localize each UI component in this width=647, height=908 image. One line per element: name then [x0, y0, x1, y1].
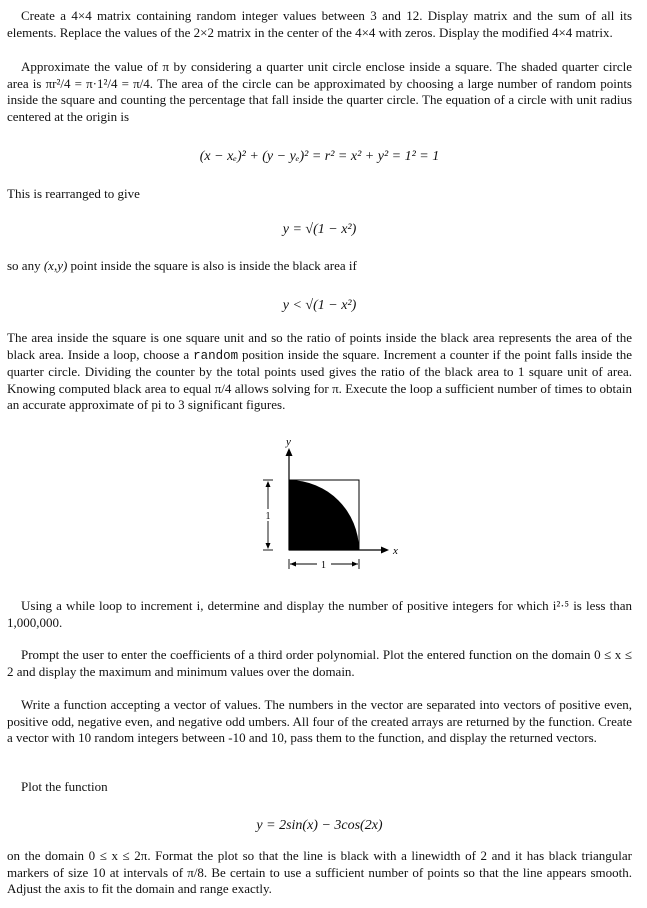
paragraph-while-loop	[7, 598, 632, 631]
paragraph-plot-format	[7, 848, 632, 898]
paragraph-vector-function	[7, 697, 632, 747]
paragraph-matrix-text: Create a 4×4 matrix containing random integer values between 3 and 12. Display matrix and the sum of all its elements. Replace the values of the 2×2 matrix in the center of the 4×4 with zeros. Display the modified 4×4 matrix.	[7, 8, 632, 40]
quarter-circle-figure	[247, 438, 407, 593]
bottom-dimension-arrow-left	[290, 562, 296, 567]
paragraph-polynomial-text: Prompt the user to enter the coefficients of a third order polynomial. Plot the entered function on the domain 0 ≤ x ≤ 2 and display the maximum and minimum values over the domain.	[7, 647, 632, 679]
area-loop-code-random: random	[193, 348, 239, 363]
x-axis-label: x	[393, 545, 398, 557]
bottom-dimension-arrow-right	[352, 562, 358, 567]
y-axis-arrowhead	[286, 448, 293, 456]
shaded-quarter-circle	[289, 480, 359, 550]
point-condition-text-b: point inside the square is also is inside the black area if	[67, 258, 357, 273]
paragraph-pi-intro-text: Approximate the value of π by considering a quarter unit circle enclose inside a square. The shaded quarter circle area is πr²/4 = π·1²/4 = π/4. The area of the circle can be approximated by choosing a large number of random points inside the square and counting the percentage that fall inside the quarter circle. The equation of a circle with unit radius centered at the origin is	[7, 59, 632, 124]
paragraph-plot-function	[7, 779, 632, 796]
equation-y-less-sqrt: y < √(1 − x²)	[282, 298, 357, 313]
paragraph-rearranged	[7, 186, 632, 203]
side-dimension-label: 1	[265, 511, 271, 522]
paragraph-area-loop	[7, 330, 632, 414]
x-axis-arrowhead	[381, 547, 389, 554]
paragraph-matrix	[7, 8, 632, 41]
paragraph-vector-function-text: Write a function accepting a vector of values. The numbers in the vector are separated into vectors of positive even, positive odd, negative even, and negative odd umbers. All four of the created arrays are returned by the function. Create a vector with 10 random integers between -10 and 10, pass them to the function, and display the returned vectors.	[7, 697, 632, 746]
paragraph-polynomial	[7, 647, 632, 680]
paragraph-rearranged-text: This is rearranged to give	[7, 186, 140, 201]
paragraph-pi-intro	[7, 59, 632, 125]
point-condition-xy: (x,y)	[43, 258, 68, 273]
equation-y-sqrt: y = √(1 − x²)	[282, 222, 357, 237]
point-condition-text-a: so any	[7, 258, 44, 273]
paragraph-while-loop-text: Using a while loop to increment i, determine and display the number of positive integers for which i²·⁵ is less than 1,000,000.	[7, 598, 632, 630]
quarter-circle-diagram	[247, 438, 407, 588]
paragraph-plot-function-text: Plot the function	[21, 779, 108, 794]
side-dimension-arrow-down	[266, 543, 271, 549]
equation-plot-function: y = 2sin(x) − 3cos(2x)	[256, 818, 383, 833]
area-loop-text-a: The area inside the square is one square unit and so the ratio of points inside the black area represents the area of the black area. Inside a loop, choose a	[7, 330, 632, 362]
side-dimension-arrow-up	[266, 481, 271, 487]
equation-circle: (x − xₑ)² + (y − yₑ)² = r² = x² + y² = 1² = 1	[199, 149, 440, 164]
area-loop-text-b: position inside the square. Increment a counter if the point falls inside the quarter circle. Dividing the counter by the total points used gives the ratio of the black area to 1 square unit of area. Knowing computed black area to equal π/4 allows solving for π. Execute the loop a sufficient number of times to obtain an accurate approximate of pi to 3 significant figures.	[7, 346, 632, 413]
bottom-dimension-label: 1	[321, 560, 326, 571]
paragraph-plot-format-text: on the domain 0 ≤ x ≤ 2π. Format the plot so that the line is black with a linewidth of 2 and it has black triangular markers of size 10 at intervals of π/8. Be certain to use a sufficient number of points so that the line appears smooth. Adjust the axis to fit the domain and range exactly.	[7, 848, 632, 897]
paragraph-point-condition	[7, 258, 632, 275]
y-axis-label: y	[286, 438, 291, 448]
